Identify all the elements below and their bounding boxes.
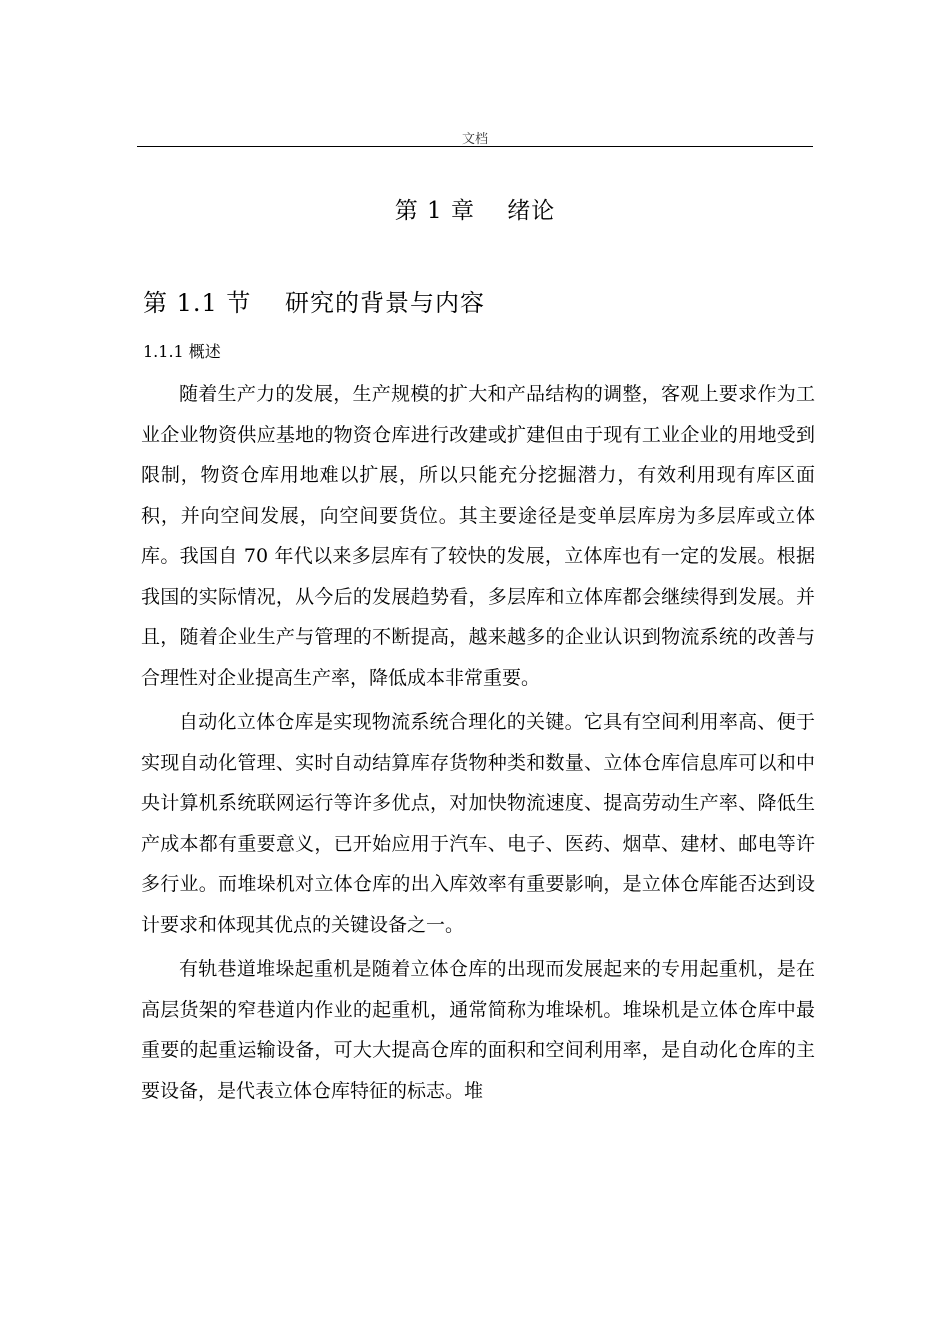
header-divider [137, 146, 813, 147]
chapter-title: 第 1 章 绪论 [394, 198, 556, 224]
body-text [141, 374, 815, 1111]
section-title: 第 1.1 节 研究的背景与内容 [143, 289, 486, 317]
subsection-title: 1.1.1 概述 [143, 342, 221, 361]
paragraph: 自动化立体仓库是实现物流系统合理化的关键。它具有空间利用率高、便于实现自动化管理、实时自动结算库存货物种类和数量、立体仓库信息库可以和中央计算机系统联网运行等许多优点，对加快物流速度、提高劳动生产率、降低生产成本都有重要意义，已开始应用于汽车、电子、医药、烟草、建材、邮电等许多行业。而堆垛机对立体仓库的出入库效率有重要影响，是立体仓库能否达到设计要求和体现其优点的关键设备之一。 [141, 711, 815, 936]
paragraph: 有轨巷道堆垛起重机是随着立体仓库的出现而发展起来的专用起重机，是在高层货架的窄巷道内作业的起重机，通常简称为堆垛机。堆垛机是立体仓库中最重要的起重运输设备，可大大提高仓库的面积和空间利用率，是自动化仓库的主要设备，是代表立体仓库特征的标志。堆 [141, 958, 815, 1102]
paragraph: 随着生产力的发展，生产规模的扩大和产品结构的调整，客观上要求作为工业企业物资供应基地的物资仓库进行改建或扩建但由于现有工业企业的用地受到限制，物资仓库用地难以扩展，所以只能充分挖掘潜力，有效利用现有库区面积，并向空间发展，向空间要货位。其主要途径是变单层库房为多层库或立体库。我国自 70 年代以来多层库有了较快的发展，立体库也有一定的发展。根据我国的实际情况，从今后的发展趋势看，多层库和立体库都会继续得到发展。并且，随着企业生产与管理的不断提高，越来越多的企业认识到物流系统的改善与合理性对企业提高生产率，降低成本非常重要。 [141, 383, 815, 689]
page-header: 文档 [461, 132, 488, 147]
